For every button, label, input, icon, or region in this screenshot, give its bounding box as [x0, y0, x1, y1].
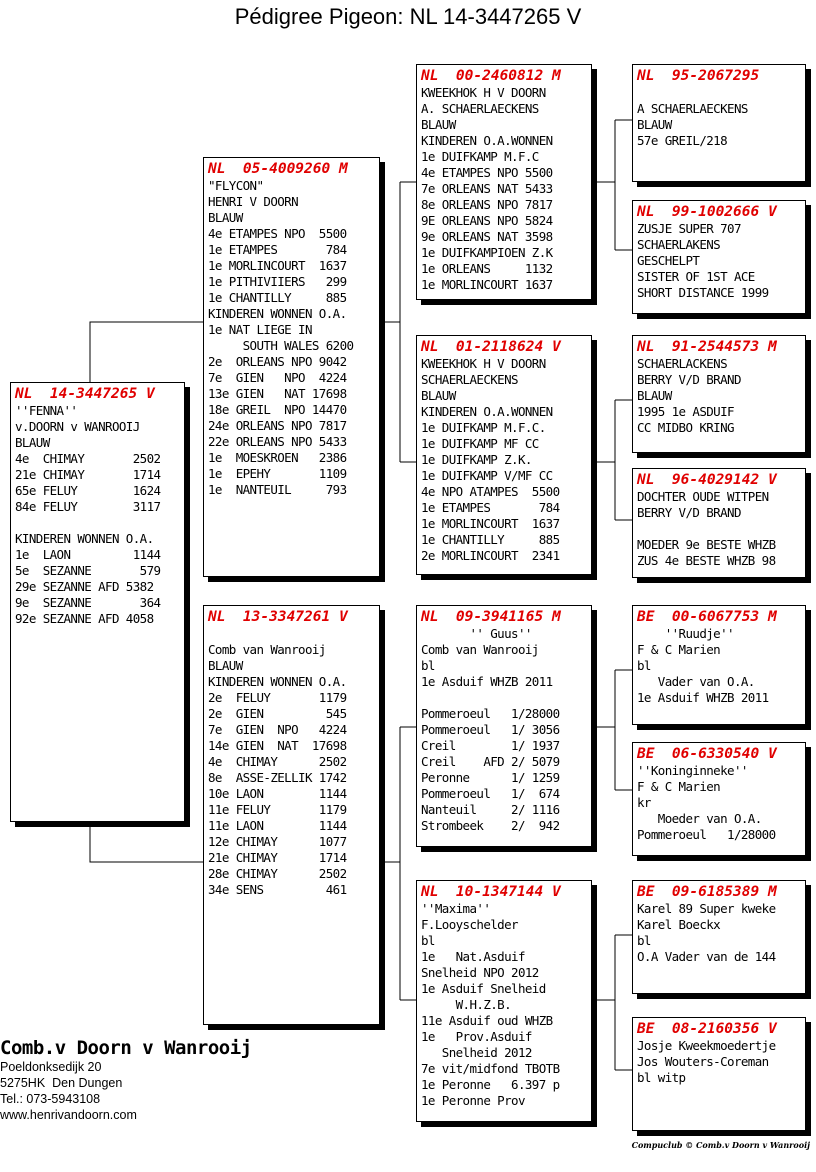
pigeon-line: 1e DUIFKAMP Z.K. — [421, 452, 532, 467]
pigeon-line: KINDEREN O.A.WONNEN — [421, 133, 553, 148]
pigeon-line: 4e CHIMAY 2502 — [15, 451, 161, 466]
pigeon-card-sire-dam — [416, 335, 592, 575]
pigeon-line: BLAUW — [421, 388, 456, 403]
pigeon-line: bl witp — [637, 1070, 686, 1085]
ring-number: BE 06-6330540 V — [637, 746, 777, 762]
pigeon-line: '' Guus'' — [421, 626, 532, 641]
pigeon-line: 11e LAON 1144 — [208, 818, 347, 833]
pigeon-card-dam — [203, 605, 380, 1025]
pigeon-card-gg-5 — [632, 605, 806, 725]
pigeon-card-gg-7 — [632, 880, 806, 994]
pigeon-line: bl — [421, 933, 435, 948]
ring-number: BE 08-2160356 V — [637, 1021, 777, 1037]
pigeon-line: CC MIDBO KRING — [637, 420, 734, 435]
pigeon-line: 28e CHIMAY 2502 — [208, 866, 347, 881]
pigeon-line: Pommeroeul 1/28000 — [637, 827, 776, 842]
pigeon-line: 1e Asduif Snelheid — [421, 981, 546, 996]
pigeon-line: 1e Asduif WHZB 2011 — [637, 690, 769, 705]
pigeon-line: KINDEREN WONNEN O.A. — [15, 531, 154, 546]
pigeon-card-gg-3 — [632, 335, 806, 453]
pigeon-line: 22e ORLEANS NPO 5433 — [208, 434, 347, 449]
pigeon-line: 1e DUIFKAMP M.F.C. — [421, 420, 546, 435]
pigeon-line: 92e SEZANNE AFD 4058 — [15, 611, 154, 626]
pigeon-line: 1e ORLEANS 1132 — [421, 261, 553, 276]
ring-number: NL 05-4009260 M — [208, 161, 348, 177]
pigeon-line: 21e CHIMAY 1714 — [208, 850, 347, 865]
pigeon-line: Snelheid NPO 2012 — [421, 965, 539, 980]
pigeon-line: F & C Marien — [637, 642, 721, 657]
pigeon-line: 34e SENS 461 — [208, 882, 347, 897]
pigeon-line: 1e MORLINCOURT 1637 — [421, 516, 560, 531]
pigeon-line: Karel Boeckx — [637, 917, 721, 932]
pigeon-line: Pommeroeul 1/28000 — [421, 706, 560, 721]
pigeon-line: 11e Asduif oud WHZB — [421, 1013, 553, 1028]
pigeon-line: Snelheid 2012 — [421, 1045, 532, 1060]
pigeon-card-gg-2 — [632, 200, 806, 314]
pigeon-line: bl — [637, 658, 651, 673]
pigeon-line: v.DOORN v WANROOIJ — [15, 419, 140, 434]
pigeon-line: Nanteuil 2/ 1116 — [421, 802, 560, 817]
pigeon-card-dam-dam — [416, 880, 592, 1122]
pigeon-line: KWEEKHOK H V DOORN — [421, 85, 546, 100]
pigeon-line: 4e ETAMPES NPO 5500 — [208, 226, 347, 241]
pigeon-line: 1e DUIFKAMP MF CC — [421, 436, 539, 451]
pigeon-line: BERRY V/D BRAND — [637, 505, 741, 520]
pigeon-line: 18e GREIL NPO 14470 — [208, 402, 347, 417]
owner-block — [0, 1037, 252, 1123]
ring-number: BE 09-6185389 M — [637, 884, 777, 900]
pigeon-line: 1e ETAMPES 784 — [421, 500, 560, 515]
pigeon-line: KINDEREN WONNEN O.A. — [208, 306, 347, 321]
pigeon-line: Comb van Wanrooij — [208, 642, 326, 657]
ring-number: NL 01-2118624 V — [421, 339, 561, 355]
ring-number: BE 00-6067753 M — [637, 609, 777, 625]
pigeon-line: Creil AFD 2/ 5079 — [421, 754, 560, 769]
pigeon-line: 1e DUIFKAMPIOEN Z.K — [421, 245, 553, 260]
pigeon-line: 84e FELUY 3117 — [15, 499, 161, 514]
pigeon-line: KINDEREN WONNEN O.A. — [208, 674, 347, 689]
pigeon-line: 11e FELUY 1179 — [208, 802, 347, 817]
owner-address: Poeldonksedijk 20 — [0, 1060, 102, 1074]
ring-number: NL 09-3941165 M — [421, 609, 561, 625]
pigeon-line: Pommeroeul 1/ 674 — [421, 786, 560, 801]
pigeon-line: 1e Nat.Asduif — [421, 949, 525, 964]
pigeon-line: BLAUW — [208, 658, 243, 673]
footer-credit: Compuclub © Comb.v Doorn v Wanrooij — [631, 1140, 810, 1150]
pigeon-line: 13e GIEN NAT 17698 — [208, 386, 347, 401]
pigeon-line: 2e FELUY 1179 — [208, 690, 347, 705]
pigeon-line: Karel 89 Super kweke — [637, 901, 776, 916]
pigeon-line: 2e MORLINCOURT 2341 — [421, 548, 560, 563]
pigeon-line: BLAUW — [637, 388, 672, 403]
pigeon-line: SISTER OF 1ST ACE — [637, 269, 755, 284]
pigeon-line: 29e SEZANNE AFD 5382 — [15, 579, 154, 594]
pigeon-line: "FLYCON" — [208, 178, 264, 193]
ring-number: NL 13-3347261 V — [208, 609, 348, 625]
pigeon-line: A. SCHAERLAECKENS — [421, 101, 539, 116]
pigeon-line: 8e ASSE-ZELLIK 1742 — [208, 770, 347, 785]
pigeon-card-sire — [203, 157, 380, 577]
pigeon-line: ZUS 4e BESTE WHZB 98 — [637, 553, 776, 568]
pigeon-card-sire-sire — [416, 64, 592, 300]
pigeon-line: 5e SEZANNE 579 — [15, 563, 161, 578]
pigeon-line: SHORT DISTANCE 1999 — [637, 285, 769, 300]
pigeon-line: 1e DUIFKAMP V/MF CC — [421, 468, 553, 483]
ring-number: NL 14-3447265 V — [15, 386, 155, 402]
pigeon-line: 1e Prov.Asduif — [421, 1029, 532, 1044]
pigeon-line: Creil 1/ 1937 — [421, 738, 560, 753]
owner-name: Comb.v Doorn v Wanrooij — [0, 1037, 252, 1059]
owner-website: www.henrivandoorn.com — [0, 1108, 137, 1122]
pigeon-line: bl — [421, 658, 435, 673]
pigeon-line: 7e GIEN NPO 4224 — [208, 722, 347, 737]
pigeon-line: bl — [637, 933, 651, 948]
pigeon-line: 1e Peronne Prov — [421, 1093, 525, 1108]
pigeon-line: SCHAERLACKENS — [637, 356, 728, 371]
pigeon-line: 65e FELUY 1624 — [15, 483, 161, 498]
pigeon-line: HENRI V DOORN — [208, 194, 299, 209]
pigeon-line: 1e MORLINCOURT 1637 — [421, 277, 553, 292]
pigeon-line: 4e CHIMAY 2502 — [208, 754, 347, 769]
pigeon-line — [208, 626, 379, 642]
pigeon-line: 12e CHIMAY 1077 — [208, 834, 347, 849]
pigeon-line: 4e ETAMPES NPO 5500 — [421, 165, 553, 180]
pigeon-line: BLAUW — [637, 117, 672, 132]
pigeon-line: Josje Kweekmoedertje — [637, 1038, 776, 1053]
pigeon-line: 9e SEZANNE 364 — [15, 595, 161, 610]
pigeon-line: O.A Vader van de 144 — [637, 949, 776, 964]
pigeon-line: 1e NAT LIEGE IN — [208, 322, 312, 337]
pigeon-line: 1e MOESKROEN 2386 — [208, 450, 347, 465]
pigeon-line: 1995 1e ASDUIF — [637, 404, 734, 419]
pigeon-card-gg-6 — [632, 742, 806, 856]
pigeon-line: Jos Wouters-Coreman — [637, 1054, 769, 1069]
page-title: Pédigree Pigeon: NL 14-3447265 V — [234, 4, 582, 29]
pigeon-line: 24e ORLEANS NPO 7817 — [208, 418, 347, 433]
pigeon-line: 1e Peronne 6.397 p — [421, 1077, 560, 1092]
pigeon-line: KINDEREN O.A.WONNEN — [421, 404, 553, 419]
pigeon-line: 1e EPEHY 1109 — [208, 466, 347, 481]
pigeon-line: W.H.Z.B. — [421, 997, 512, 1012]
pigeon-line: kr — [637, 795, 651, 810]
pigeon-line: BLAUW — [208, 210, 243, 225]
pigeon-line: Moeder van O.A. — [637, 811, 762, 826]
pigeon-line: 7e vit/midfond TBOTB — [421, 1061, 560, 1076]
pigeon-line: GESCHELPT — [637, 253, 700, 268]
pigeon-line: 2e ORLEANS NPO 9042 — [208, 354, 347, 369]
pigeon-line: 1e LAON 1144 — [15, 547, 161, 562]
pigeon-line: SCHAERLAKENS — [637, 237, 721, 252]
pigeon-line: 9E ORLEANS NPO 5824 — [421, 213, 553, 228]
pigeon-line: MOEDER 9e BESTE WHZB — [637, 537, 776, 552]
pigeon-line: ''FENNA'' — [15, 403, 78, 418]
pigeon-line: 1e MORLINCOURT 1637 — [208, 258, 347, 273]
pigeon-line: 1e CHANTILLY 885 — [421, 532, 560, 547]
pigeon-line: Strombeek 2/ 942 — [421, 818, 560, 833]
ring-number: NL 99-1002666 V — [637, 204, 777, 220]
pigeon-line — [637, 521, 805, 537]
owner-city: 5275HK Den Dungen — [0, 1076, 123, 1090]
pigeon-line: 10e LAON 1144 — [208, 786, 347, 801]
pigeon-line: 1e Asduif WHZB 2011 — [421, 674, 553, 689]
pigeon-card-gg-1 — [632, 64, 806, 182]
pigeon-line: Comb van Wanrooij — [421, 642, 539, 657]
pigeon-line: 7e ORLEANS NAT 5433 — [421, 181, 553, 196]
pigeon-card-dam-sire — [416, 605, 592, 847]
pigeon-line: 1e NANTEUIL 793 — [208, 482, 347, 497]
pigeon-line: 21e CHIMAY 1714 — [15, 467, 161, 482]
pigeon-line: DOCHTER OUDE WITPEN — [637, 489, 769, 504]
pigeon-line: 1e DUIFKAMP M.F.C — [421, 149, 539, 164]
pigeon-line: 9e ORLEANS NAT 3598 — [421, 229, 553, 244]
pigeon-line: SOUTH WALES 6200 — [208, 338, 354, 353]
pigeon-line: F.Looyschelder — [421, 917, 518, 932]
pigeon-line — [637, 85, 805, 101]
pigeon-line: ''Ruudje'' — [637, 626, 734, 641]
pigeon-line: Vader van O.A. — [637, 674, 755, 689]
pigeon-line: 8e ORLEANS NPO 7817 — [421, 197, 553, 212]
ring-number: NL 10-1347144 V — [421, 884, 561, 900]
pigeon-line: BERRY V/D BRAND — [637, 372, 741, 387]
pigeon-line: ''Maxima'' — [421, 901, 491, 916]
pigeon-card-gg-4 — [632, 468, 806, 578]
pigeon-card-gg-8 — [632, 1017, 806, 1131]
pigeon-line: BLAUW — [15, 435, 50, 450]
pigeon-card-subject — [10, 382, 185, 822]
pigeon-line: F & C Marien — [637, 779, 721, 794]
pigeon-line: ZUSJE SUPER 707 — [637, 221, 741, 236]
pigeon-line: 1e PITHIVIIERS 299 — [208, 274, 347, 289]
pigeon-line — [421, 690, 591, 706]
pigeon-line: 1e CHANTILLY 885 — [208, 290, 347, 305]
pigeon-line: KWEEKHOK H V DOORN — [421, 356, 546, 371]
pigeon-line: BLAUW — [421, 117, 456, 132]
pigeon-line: 57e GREIL/218 — [637, 133, 728, 148]
pigeon-line: SCHAERLAECKENS — [421, 372, 518, 387]
pigeon-line: 1e ETAMPES 784 — [208, 242, 347, 257]
pigeon-line: Pommeroeul 1/ 3056 — [421, 722, 560, 737]
pigeon-line: A SCHAERLAECKENS — [637, 101, 748, 116]
pigeon-line: 7e GIEN NPO 4224 — [208, 370, 347, 385]
pigeon-line: ''Koninginneke'' — [637, 763, 748, 778]
pigeon-line: Peronne 1/ 1259 — [421, 770, 560, 785]
ring-number: NL 96-4029142 V — [637, 472, 777, 488]
owner-phone: Tel.: 073-5943108 — [0, 1092, 101, 1106]
pigeon-line: 2e GIEN 545 — [208, 706, 347, 721]
ring-number: NL 91-2544573 M — [637, 339, 777, 355]
pigeon-line: 14e GIEN NAT 17698 — [208, 738, 347, 753]
ring-number: NL 95-2067295 — [637, 68, 760, 84]
pigeon-line — [15, 515, 184, 531]
ring-number: NL 00-2460812 M — [421, 68, 561, 84]
pigeon-line: 4e NPO ATAMPES 5500 — [421, 484, 560, 499]
